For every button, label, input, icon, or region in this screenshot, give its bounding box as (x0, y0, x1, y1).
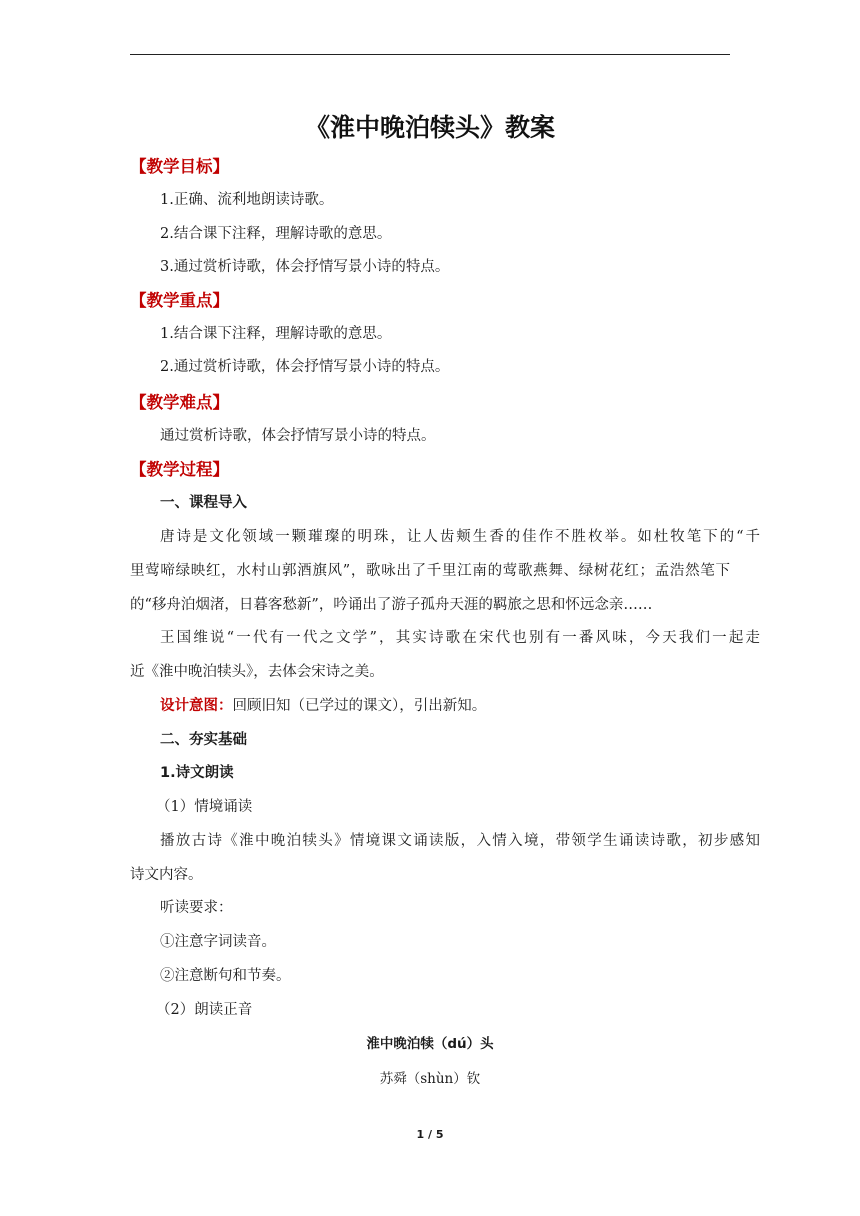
sub-heading-recitation: 1.诗文朗读 (160, 765, 234, 781)
key-point-item-2: 2.通过赏析诗歌，体会抒情写景小诗的特点。 (160, 359, 450, 375)
intro-para1-line2: 里莺啼绿映红，水村山郭酒旗风”，歌咏出了千里江南的莺歌燕舞、绿树花红；孟浩然笔下 (130, 563, 730, 579)
section-heading-difficulties: 【教学难点】 (130, 393, 229, 412)
part2-heading: 二、夯实基础 (160, 732, 247, 748)
intro-para1-line1: 唐诗是文化领域一颗璀璨的明珠，让人齿颊生香的佳作不胜枚举。如杜牧笔下的“千 (160, 529, 760, 545)
requirement-1: ①注意字词读音。 (160, 934, 276, 950)
intro-para2-line1: 王国维说“一代有一代之文学”，其实诗歌在宋代也别有一番风味，今天我们一起走 (160, 630, 760, 646)
step-pronunciation: （2）朗读正音 (156, 1002, 253, 1018)
goal-item-3: 3.通过赏析诗歌，体会抒情写景小诗的特点。 (160, 259, 450, 275)
goal-item-2: 2.结合课下注释，理解诗歌的意思。 (160, 226, 392, 242)
section-heading-process: 【教学过程】 (130, 460, 229, 479)
requirement-2: ②注意断句和节奏。 (160, 968, 291, 984)
reading-para-line2: 诗文内容。 (130, 867, 203, 883)
section-heading-key-points: 【教学重点】 (130, 291, 229, 310)
section-heading-goals: 【教学目标】 (130, 157, 229, 176)
document-title: 《淮中晚泊犊头》教案 (304, 113, 555, 142)
design-intent-label: 设计意图： (160, 698, 233, 714)
poem-author: 苏舜（shùn）钦 (379, 1071, 481, 1087)
design-intent (130, 690, 760, 723)
intro-para1-line3: 的“移舟泊烟渚，日暮客愁新”，吟诵出了游子孤舟天涯的羁旅之思和怀远念亲…… (130, 597, 653, 613)
goal-item-1: 1.正确、流利地朗读诗歌。 (160, 192, 334, 208)
step-situational-reading: （1）情境诵读 (156, 799, 253, 815)
reading-para-line1: 播放古诗《淮中晚泊犊头》情境课文诵读版，入情入境，带领学生诵读诗歌，初步感知 (160, 833, 760, 849)
intro-para2-line2: 近《淮中晚泊犊头》，去体会宋诗之美。 (130, 664, 384, 680)
header-rule (130, 54, 730, 55)
difficulty-text: 通过赏析诗歌，体会抒情写景小诗的特点。 (160, 428, 436, 444)
page-indicator: 1 / 5 (416, 1128, 444, 1141)
listen-requirements-label: 听读要求： (160, 900, 233, 916)
part1-heading: 一、课程导入 (160, 495, 247, 511)
key-point-item-1: 1.结合课下注释，理解诗歌的意思。 (160, 326, 392, 342)
design-intent-text: 回顾旧知（已学过的课文），引出新知。 (232, 698, 487, 714)
poem-title: 淮中晚泊犊（dú）头 (366, 1036, 494, 1052)
